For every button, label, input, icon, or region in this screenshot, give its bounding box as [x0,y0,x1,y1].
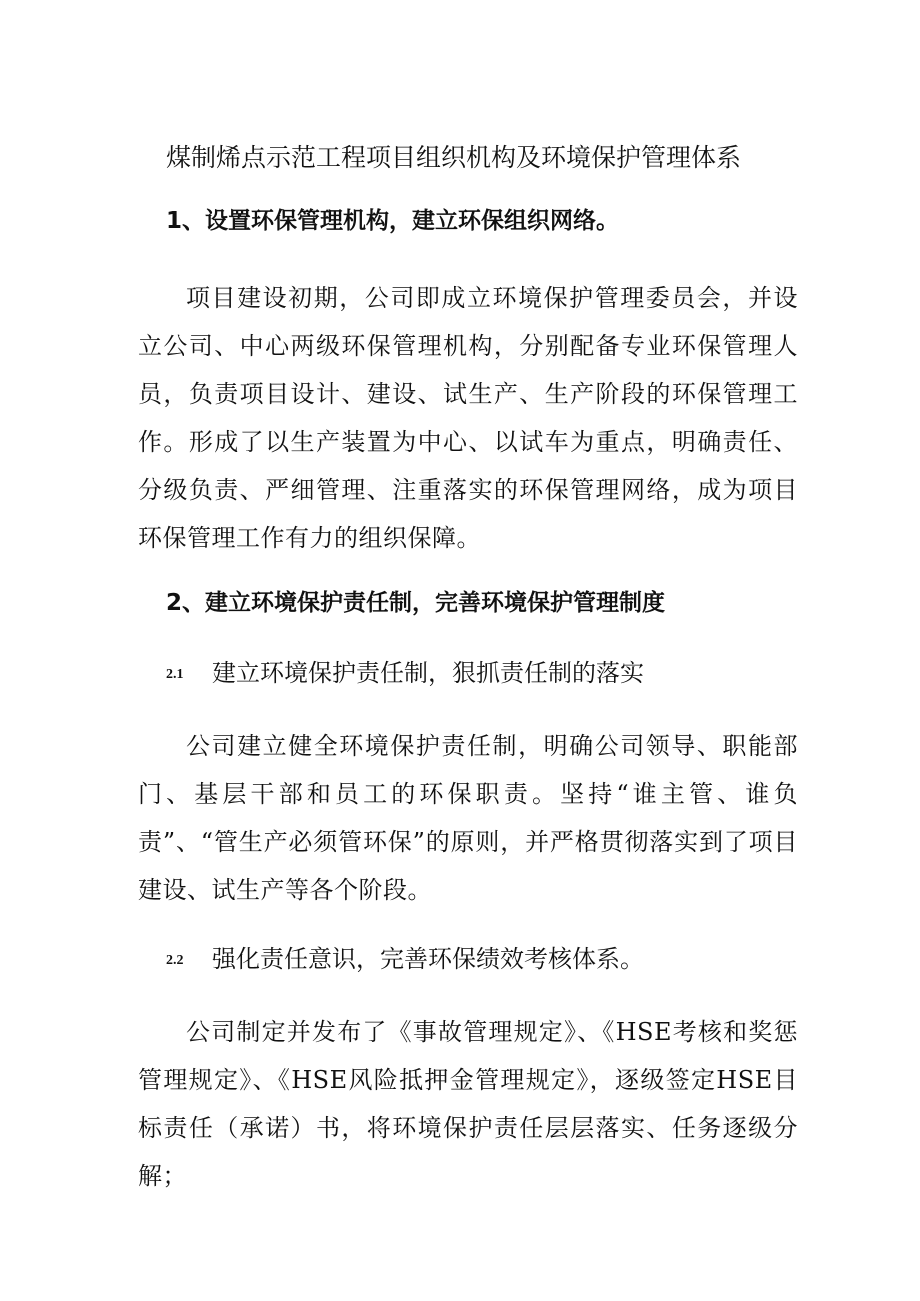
section-2-heading: 2、建立环境保护责任制，完善环境保护管理制度 [166,590,666,616]
subsection-2-1-number: 2.1 [166,666,184,682]
subsection-2-2-title: 强化责任意识，完善环保绩效考核体系。 [212,945,644,973]
section-1-paragraph: 项目建设初期，公司即成立环境保护管理委员会，并设立公司、中心两级环保管理机构，分别配备专业环保管理人员，负责项目设计、建设、试生产、生产阶段的环保管理工作。形成了以生产装置为中心、以试车为重点，明确责任、分级负责、严细管理、注重落实的环保管理网络，成为项目环保管理工作有力的组织保障。 [138,284,798,552]
subsection-2-1-heading [166,656,644,692]
subsection-2-1-paragraph: 公司建立健全环境保护责任制，明确公司领导、职能部门、基层干部和员工的环保职责。坚持“谁主管、谁负责”、“管生产必须管环保”的原则，并严格贯彻落实到了项目建设、试生产等各个阶段。 [138,732,798,904]
subsection-2-1-title: 建立环境保护责任制，狠抓责任制的落实 [212,659,644,687]
subsection-2-2-paragraph: 公司制定并发布了《事故管理规定》、《HSE考核和奖惩管理规定》、《HSE风险抵押金管理规定》，逐级签定HSE目标责任（承诺）书，将环境保护责任层层落实、任务逐级分解； [138,1018,798,1190]
subsection-2-2-heading [166,942,644,978]
section-1-heading: 1、设置环保管理机构，建立环保组织网络。 [166,208,620,234]
document-title: 煤制烯点示范工程项目组织机构及环境保护管理体系 [166,143,742,172]
subsection-2-2-number: 2.2 [166,952,184,968]
